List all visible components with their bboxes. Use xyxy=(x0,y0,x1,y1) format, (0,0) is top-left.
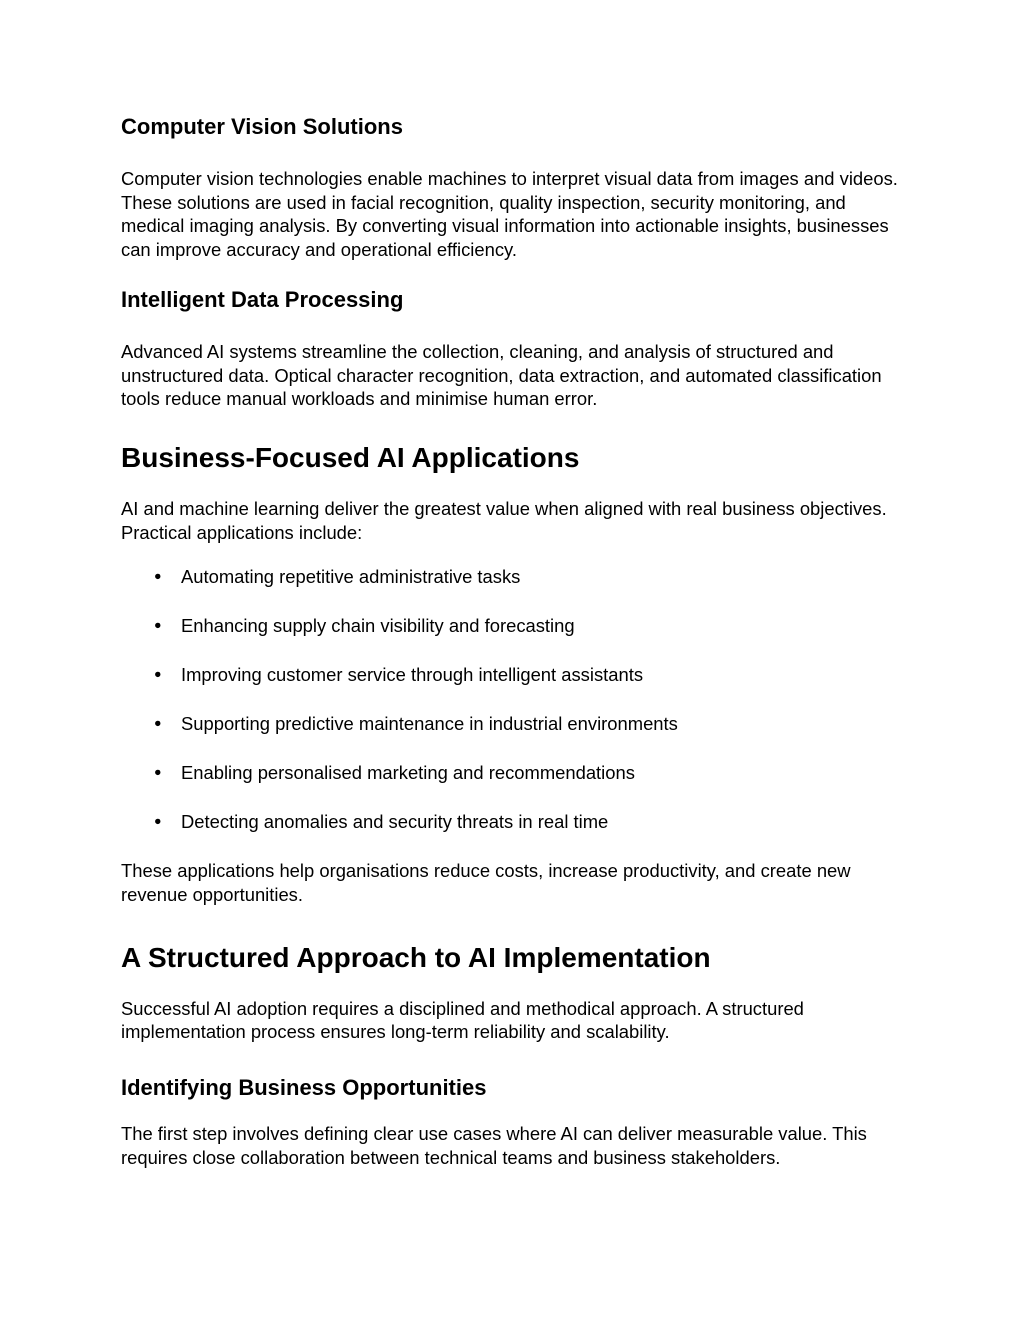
paragraph-identifying-opportunities: The first step involves defining clear use cases where AI can deliver measurable value. This requires close collaboration between technical teams and business stakeholders. xyxy=(121,1123,867,1168)
heading-computer-vision-solutions: Computer Vision Solutions xyxy=(121,114,403,139)
list-item-personalised-marketing: ● Enabling personalised marketing and recommendations xyxy=(121,761,903,785)
heading-intelligent-data-processing: Intelligent Data Processing xyxy=(121,286,404,312)
list-item-anomaly-detection: ● Detecting anomalies and security threats in real time xyxy=(121,810,903,834)
paragraph-computer-vision: Computer vision technologies enable machines to interpret visual data from images and videos. These solutions are used in facial recognition, quality inspection, security monitoring, and medical imaging analysis. By converting visual information into actionable insights, businesses can improve accuracy and operational efficiency. xyxy=(121,168,898,261)
applications-bullet-list xyxy=(121,565,903,834)
heading-business-focused-ai-applications: Business-Focused AI Applications xyxy=(121,441,580,473)
paragraph-business-applications-intro: AI and machine learning deliver the greatest value when aligned with real business objectives. Practical applications include: xyxy=(121,497,887,543)
list-item-automating-tasks: ● Automating repetitive administrative tasks xyxy=(121,565,903,589)
heading-structured-approach: A Structured Approach to AI Implementation xyxy=(121,941,711,973)
paragraph-structured-approach: Successful AI adoption requires a disciplined and methodical approach. A structured implementation process ensures long-term reliability and scalability. xyxy=(121,997,804,1043)
heading-identifying-business-opportunities: Identifying Business Opportunities xyxy=(121,1075,487,1101)
list-item-predictive-maintenance: ● Supporting predictive maintenance in industrial environments xyxy=(121,712,903,736)
list-item-customer-service: ● Improving customer service through intelligent assistants xyxy=(121,663,903,687)
paragraph-intelligent-data-processing: Advanced AI systems streamline the collection, cleaning, and analysis of structured and unstructured data. Optical character recognition, data extraction, and automated classification tools reduce manual workloads and minimise human error. xyxy=(121,340,882,410)
list-item-supply-chain: ● Enhancing supply chain visibility and forecasting xyxy=(121,614,903,638)
paragraph-business-applications-outro: These applications help organisations reduce costs, increase productivity, and create new revenue opportunities. xyxy=(121,860,851,906)
